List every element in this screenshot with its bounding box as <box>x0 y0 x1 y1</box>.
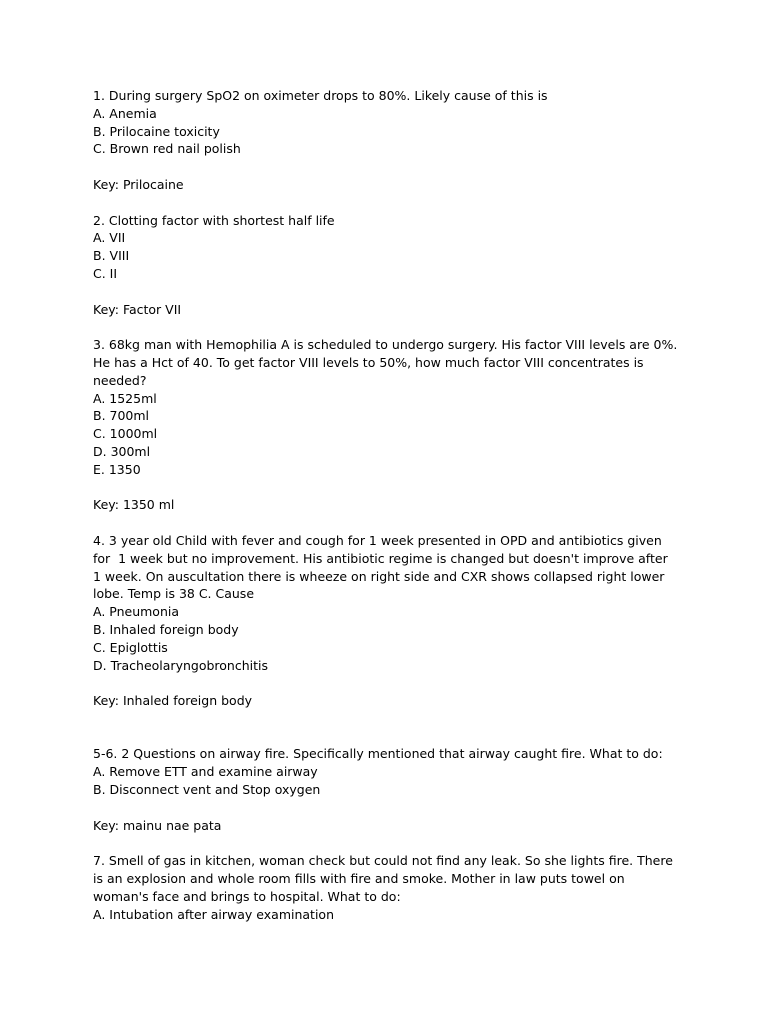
answer-key: Key: Inhaled foreign body <box>93 693 253 709</box>
question-text: 5-6. 2 Questions on airway fire. Specifically mentioned that airway caught fire. What to do: <box>93 746 663 762</box>
option-a: A. 1525ml <box>93 390 157 406</box>
spacer <box>93 799 693 817</box>
question-5-6 <box>93 745 693 852</box>
spacer <box>93 834 693 852</box>
option-b: B. Disconnect vent and Stop oxygen <box>93 782 321 798</box>
spacer <box>93 283 693 301</box>
option-e: E. 1350 <box>93 461 141 477</box>
option-a: A. VII <box>93 230 126 246</box>
question-text: for 1 week but no improvement. His antibiotic regime is changed but doesn't improve after <box>93 550 668 566</box>
question-7 <box>93 852 693 923</box>
answer-key: Key: Factor VII <box>93 301 182 317</box>
question-text: 7. Smell of gas in kitchen, woman check but could not find any leak. So she lights fire. There <box>93 853 673 869</box>
answer-key: Key: 1350 ml <box>93 497 175 513</box>
option-d: D. Tracheolaryngobronchitis <box>93 657 268 673</box>
question-text: 1 week. On auscultation there is wheeze on right side and CXR shows collapsed right lower <box>93 568 665 584</box>
spacer <box>93 674 693 692</box>
question-text: lobe. Temp is 38 C. Cause <box>93 586 255 602</box>
option-b: B. Prilocaine toxicity <box>93 123 220 139</box>
answer-key: Key: Prilocaine <box>93 176 184 192</box>
question-text: 3. 68kg man with Hemophilia A is scheduled to undergo surgery. His factor VIII levels are 0%. <box>93 337 678 353</box>
question-text: is an explosion and whole room fills with fire and smoke. Mother in law puts towel on <box>93 871 625 887</box>
answer-key: Key: mainu nae pata <box>93 817 222 833</box>
spacer <box>93 158 693 176</box>
option-b: B. Inhaled foreign body <box>93 621 239 637</box>
spacer <box>93 728 693 746</box>
option-d: D. 300ml <box>93 443 151 459</box>
option-c: C. II <box>93 265 118 281</box>
spacer <box>93 710 693 728</box>
option-c: C. Epiglottis <box>93 639 168 655</box>
question-text: 2. Clotting factor with shortest half life <box>93 212 335 228</box>
question-text: 4. 3 year old Child with fever and cough for 1 week presented in OPD and antibiotics given <box>93 532 662 548</box>
option-a: A. Remove ETT and examine airway <box>93 764 318 780</box>
document-page <box>93 87 693 923</box>
question-1 <box>93 87 693 212</box>
option-b: B. 700ml <box>93 408 150 424</box>
spacer <box>93 514 693 532</box>
option-c: C. Brown red nail polish <box>93 141 241 157</box>
spacer <box>93 479 693 497</box>
spacer <box>93 194 693 212</box>
question-4 <box>93 532 693 746</box>
option-a: A. Anemia <box>93 105 157 121</box>
question-text: needed? <box>93 372 147 388</box>
question-3 <box>93 336 693 532</box>
spacer <box>93 318 693 336</box>
question-text: He has a Hct of 40. To get factor VIII levels to 50%, how much factor VIII concentrates is <box>93 354 644 370</box>
question-2 <box>93 212 693 337</box>
option-a: A. Pneumonia <box>93 604 180 620</box>
question-text: woman's face and brings to hospital. What to do: <box>93 888 401 904</box>
question-text: 1. During surgery SpO2 on oximeter drops to 80%. Likely cause of this is <box>93 88 548 103</box>
option-a: A. Intubation after airway examination <box>93 906 334 922</box>
option-c: C. 1000ml <box>93 426 158 442</box>
option-b: B. VIII <box>93 248 130 264</box>
